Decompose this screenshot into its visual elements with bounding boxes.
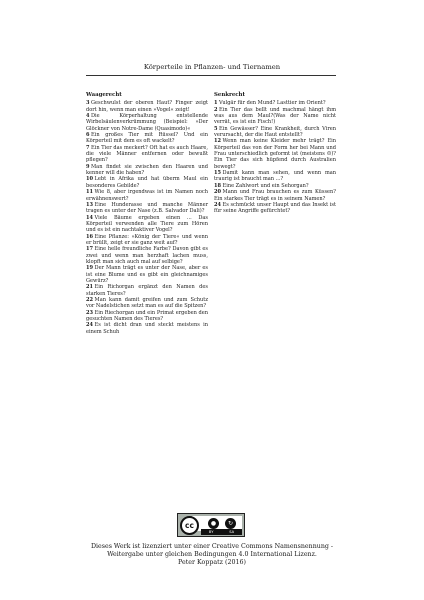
- page-title: Körperteile in Pflanzen- und Tiernamen: [143, 63, 281, 71]
- clue-text: Mann und Frau brauchen es zum Küssen? Ein starkes Tier trägt es in seinem Namen?: [214, 189, 336, 202]
- license-author: Peter Koppatz (2016): [178, 559, 246, 567]
- clue-number: 7: [86, 144, 90, 151]
- clue-number: 10: [86, 176, 94, 183]
- across-clue: [86, 234, 208, 247]
- down-clue: [214, 202, 336, 215]
- down-clue: [214, 138, 336, 170]
- across-heading: Waagerecht: [86, 92, 122, 98]
- down-column: [214, 92, 336, 215]
- clue-text: Es schmückt unser Haupt und das Insekt ist für seine Angriffe gefürchtet?: [214, 201, 336, 215]
- clue-text: Man kann damit greifen und zum Schutz vor Nadelstichen setzt man es auf die Spitzen?: [86, 297, 208, 310]
- clue-text: Eine Pflanze: »König der Tiere« und wenn er brüllt, zeigt er sie ganz weit auf?: [86, 233, 208, 246]
- license-line-2: Weitergabe unter gleichen Bedingungen 4.0 International Lizenz.: [107, 551, 317, 559]
- clue-number: 18: [214, 182, 222, 189]
- across-clue: [86, 145, 208, 164]
- clue-text: Viele Bäume ergeben einen ... Das Körperteil verwenden alle Tiere zum Hören und es ist ein nachtaktiver Vogel?: [86, 214, 208, 234]
- clue-text: Damit kann man sehen, und wenn man traurig ist braucht man ...?: [214, 170, 336, 183]
- title-rule: [86, 75, 336, 76]
- across-clue: [86, 215, 208, 234]
- clue-number: 15: [214, 170, 222, 177]
- clue-text: Geschwulst der oberen Haut? Finger zeigt dort hin, wenn man einen »Vogel« zeigt!: [86, 100, 208, 113]
- badge-by-label: BY: [208, 530, 214, 534]
- across-clue: [86, 297, 208, 310]
- clue-number: 13: [86, 201, 94, 208]
- clue-text: Ein Tier das bellt und machmal hängt ihm was aus dem Maul?(Was der Name nicht verrät, es ist ein Fisch!): [214, 106, 336, 126]
- clue-text: Eine Hunderasse und manche Männer tragen es unter der Nase (z.B. Salvador Dali)?: [86, 201, 208, 215]
- clue-text: Der Mann trägt es unter der Nase, aber es ist eine Blume und es gibt ein gleichnamiges Gewürz?: [86, 265, 208, 284]
- clue-text: Wie 8, aber irgendwas ist im Namen noch erwähnenswert?: [86, 189, 208, 202]
- badge-label-bar: [201, 529, 242, 535]
- clue-number: 16: [86, 233, 94, 240]
- clue-number: 21: [86, 284, 94, 291]
- clue-text: Ein Riechorgan und ein Primat ergeben den gesuchten Namen des Tieres?: [86, 309, 208, 323]
- clue-number: 12: [214, 138, 222, 145]
- clue-text: Ein Richorgan ergänzt den Namen des starken Tieres?: [86, 284, 208, 297]
- license-line-1: Dieses Werk ist lizenziert unter einer Creative Commons Namensnennung -: [90, 543, 334, 550]
- across-clue: [86, 100, 208, 113]
- clue-text: Die Körperhaltung entstellende Wirbelsäulenverkrümmung (Beispiel: »Der Glöckner von Notre-Dame (Quasimodo)«: [86, 113, 208, 132]
- badge-sa-label: SA: [229, 530, 235, 534]
- clue-number: 24: [214, 201, 222, 208]
- clue-number: 9: [86, 163, 90, 170]
- clue-number: 23: [86, 309, 94, 316]
- clue-number: 1: [214, 100, 218, 107]
- attribution-icon: ●: [208, 518, 219, 529]
- clue-text: Wenn man keine Kleider mehr trägt? Ein Körperteil das von der Form her bei Mann und Frau unterschiedlich geformt ist (meistens ☺)? Ein Tier das sich hüpfend durch Australien bewegt?: [214, 138, 336, 170]
- clue-text: Eine Zahlwort und ein Sehorgan?: [222, 182, 309, 189]
- clue-number: 17: [86, 246, 94, 253]
- clue-text: Eine helle freundliche Farbe? Davon gibt es zwei und wenn man herzhaft lachen muss, klopft man sich auch mal auf selbige?: [86, 246, 208, 265]
- clue-number: 14: [86, 214, 94, 221]
- clue-text: Ein Gewässer? Eine Krankheit, durch Viren verursacht, der die Haut entstellt?: [214, 125, 336, 139]
- clue-number: 4: [86, 113, 90, 120]
- across-clue: [86, 202, 208, 215]
- down-clue: [214, 126, 336, 139]
- across-clue: [86, 265, 208, 284]
- across-clue: [86, 284, 208, 297]
- across-clue: [86, 176, 208, 189]
- share-alike-icon: ↻: [225, 518, 236, 529]
- down-clue: [214, 107, 336, 126]
- clue-text: Ein großes Tier mit Rüssel? Und ein Körperteil mit dem es oft wackelt?: [86, 132, 208, 145]
- cc-logo-icon: cc: [180, 516, 199, 535]
- clue-number: 5: [214, 125, 218, 132]
- license-text: [0, 543, 424, 568]
- across-clue-list: [86, 100, 208, 335]
- clue-number: 2: [214, 106, 218, 113]
- across-clue: [86, 322, 208, 335]
- across-clue: [86, 132, 208, 145]
- down-clue: [214, 170, 336, 183]
- across-clue: [86, 246, 208, 265]
- across-clue: [86, 164, 208, 177]
- clue-number: 11: [86, 189, 94, 196]
- across-clue: [86, 113, 208, 132]
- clue-number: 3: [86, 100, 90, 107]
- clue-text: Man findet sie zwischen den Haaren und kenner will die haben?: [86, 163, 208, 177]
- clue-number: 19: [86, 265, 94, 272]
- clue-text: Lebt in Afrika und hat überm Maul ein besonderes Gebilde?: [86, 176, 208, 189]
- clue-text: Ein Tier das meckert? Oft hat es auch Haare, die viele Männer entfernen oder bewußt pflegen?: [86, 144, 208, 164]
- clue-text: Es ist dicht dran und steckt meistens in einem Schuh: [86, 322, 208, 335]
- down-heading: Senkrecht: [214, 92, 245, 98]
- clue-number: 22: [86, 297, 94, 303]
- clue-number: 20: [214, 189, 222, 196]
- clue-number: 24: [86, 322, 94, 329]
- down-clue: [214, 189, 336, 202]
- clue-number: 6: [86, 132, 90, 139]
- cc-by-sa-badge[interactable]: [177, 513, 245, 537]
- across-clue: [86, 310, 208, 323]
- across-clue: [86, 189, 208, 202]
- across-column: [86, 92, 208, 335]
- down-clue-list: [214, 100, 336, 214]
- clue-text: Vulgär für den Mund? Lasttier im Orient?: [219, 100, 326, 107]
